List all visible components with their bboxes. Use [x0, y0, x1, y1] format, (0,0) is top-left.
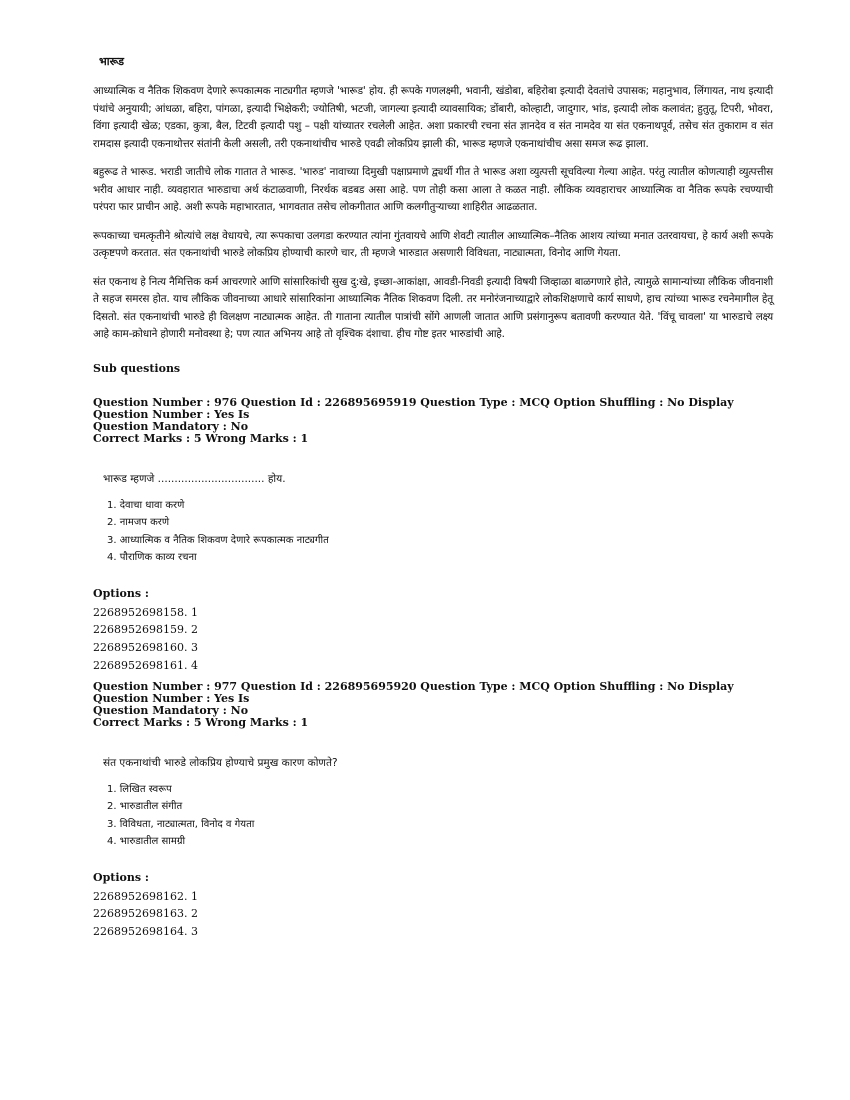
question-text: भारूड म्हणजे ................................ होय.: [103, 472, 286, 485]
option-id-list: [93, 604, 773, 675]
option-id: 2268952698158. 1: [93, 605, 198, 619]
question-text: संत एकनाथांची भारुडे लोकप्रिय होण्याचे प्रमुख कारण कोणते?: [103, 756, 338, 769]
answer-choice: 2. भारुडातील संगीत: [107, 801, 183, 813]
question-meta: Question Number : 976 Question Id : 226895695919 Question Type : MCQ Option Shuffling : No Display Question Number : Yes Is: [93, 395, 734, 421]
passage-paragraph: रूपकाच्या चमत्कृतीने श्रोत्यांचे लक्ष वेधायचे, त्या रूपकाचा उलगडा करण्यात त्यांना गुंतवायचे आणि शेवटी त्यातील आध्यात्मिक–नैतिक आशय त्यांच्या मनात उतरवायचा, हे कार्य अशी रूपके उत्कृष्टपणे करतात. संत एकनाथांची भारुडे लोकप्रिय होण्याची कारणे चार, ती म्हणजे भारुडात असणारी विविधता, नाट्यात्मता, विनोद आणि गेयता.: [93, 229, 773, 259]
option-id: 2268952698162. 1: [93, 889, 198, 903]
answer-choice: 3. आध्यात्मिक व नैतिक शिकवण देणारे रूपकात्मक नाट्यगीत: [107, 534, 329, 546]
passage-paragraph: संत एकनाथ हे नित्य नैमित्तिक कर्म आचरणारे आणि सांसारिकांची सुख दु:खे, इच्छा-आकांक्षा, आवडी-निवडी इत्यादी विषयी जिव्हाळा बाळगणारे होते, त्यामुळे सामान्यांच्या लौकिक जीवनाशी ते सहज समरस होत. याच लौकिक जीवनाच्या आधारे सांसारिकांना आध्यात्मिक नैतिक शिकवण दिली. तर मनोरंजनाच्याद्वारे लोकशिक्षणाचे कार्य साधणे, हाच त्यांच्या भारूड रचनेमागील हेतू दिसतो. संत एकनाथांची भारुडे ही विलक्षण नाट्यात्मक आहेत. ती गाताना त्यातील पात्रांची सोंगे आणली जातात आणि प्रसंगानुरूप बतावणी करण्यात येते. 'विंचू चावला' या भारुडाचे लक्ष्य आहे काम-क्रोधाने होणारी मनोवस्था हे; पण त्यात अभिनय आहे तो वृश्चिक दंशाचा. हीच गोष्ट इतर भारुडांची आहे.: [93, 275, 773, 340]
question-marks: Correct Marks : 5 Wrong Marks : 1: [93, 431, 309, 445]
question-mandatory: Question Mandatory : No: [93, 703, 249, 717]
document-page: [93, 54, 773, 947]
answer-choice: 4. पौराणिक काव्य रचना: [107, 552, 197, 563]
question-976: [93, 397, 773, 675]
question-marks: Correct Marks : 5 Wrong Marks : 1: [93, 715, 309, 729]
options-label: Options :: [93, 586, 149, 600]
answer-choices: [107, 781, 773, 851]
question-meta: Question Number : 977 Question Id : 226895695920 Question Type : MCQ Option Shuffling : No Display Question Number : Yes Is: [93, 679, 734, 705]
answer-choice: 3. विविधता, नाट्यात्मता, विनोद व गेयता: [107, 818, 255, 830]
option-id: 2268952698160. 3: [93, 641, 198, 655]
question-977: [93, 681, 773, 941]
passage-paragraph: आध्यात्मिक व नैतिक शिकवण देणारे रूपकात्मक नाट्यगीत म्हणजे 'भारूड' होय. ही रूपके गणलक्ष्मी, भवानी, खंडोबा, बहिरोबा इत्यादी देवतांचे उपासक; महानुभाव, लिंगायत, नाथ इत्यादी पंथांचे अनुयायी; आंधळा, बहिरा, पांगळा, इत्यादी भिक्षेकरी; ज्योतिषी, भटजी, जागल्या इत्यादी व्यावसायिक; डोंबारी, कोल्हाटी, जादुगार, भांड, इत्यादी लोक कलावंत; हुतुतू, टिपरी, भोवरा, विंगा इत्यादी खेळ; एडका, कुत्रा, बैल, टिटवी इत्यादी पशु – पक्षी यांच्यातर रचलेली आहेत. अशा प्रकारची रचना संत ज्ञानदेव व संत नामदेव या संत एकनाथपूर्व, तसेच संत तुकाराम व संत रामदास इत्यादी एकनाथोत्तर संतांनी केली असली, तरी एकनाथांचीच भारुडे एवढी लोकप्रिय झाली की, भारूड म्हणजे एकनाथांचीच असा समज रूढ झाला.: [93, 85, 773, 150]
answer-choice: 2. नामजप करणे: [107, 517, 170, 528]
option-id: 2268952698163. 2: [93, 907, 198, 921]
sub-questions-label: Sub questions: [93, 361, 181, 375]
answer-choice: 1. देवाचा धावा करणे: [107, 499, 185, 511]
answer-choices: [107, 497, 773, 567]
option-id-list: [93, 888, 773, 941]
option-id: 2268952698161. 4: [93, 658, 198, 672]
passage-paragraph: बहुरूढ ते भारूड. भराडी जातीचे लोक गातात ते भारूड. 'भारुड' नावाच्या दिमुखी पक्षाप्रमाणे द्व्यर्थी गीत ते भारूड अशा व्युत्पत्ती सूचविल्या गेल्या आहेत. परंतु त्यातील कोणत्याही व्युत्पत्तीस भरीव आधार नाही. व्यवहारात भारुडाचा अर्थ कंटाळवाणी, निरर्थक बडबड असा आहे. पण तोही कसा आला ते कळत नाही. लौकिक व्यवहाराचर आध्यात्मिक वा नैतिक रूपके रचण्याची परंपरा फार प्राचीन आहे. अशी रूपके महाभारतात, भागवतात तसेच लोकगीतात आणि कलगीतुऱ्याच्या शाहिरीत आढळतात.: [93, 166, 773, 213]
options-label: Options :: [93, 870, 149, 884]
passage-title: भारूड: [99, 55, 125, 68]
answer-choice: 4. भारुडातील सामग्री: [107, 836, 186, 848]
question-mandatory: Question Mandatory : No: [93, 419, 249, 433]
answer-choice: 1. लिखित स्वरूप: [107, 783, 172, 795]
option-id: 2268952698159. 2: [93, 623, 198, 637]
option-id: 2268952698164. 3: [93, 925, 198, 939]
